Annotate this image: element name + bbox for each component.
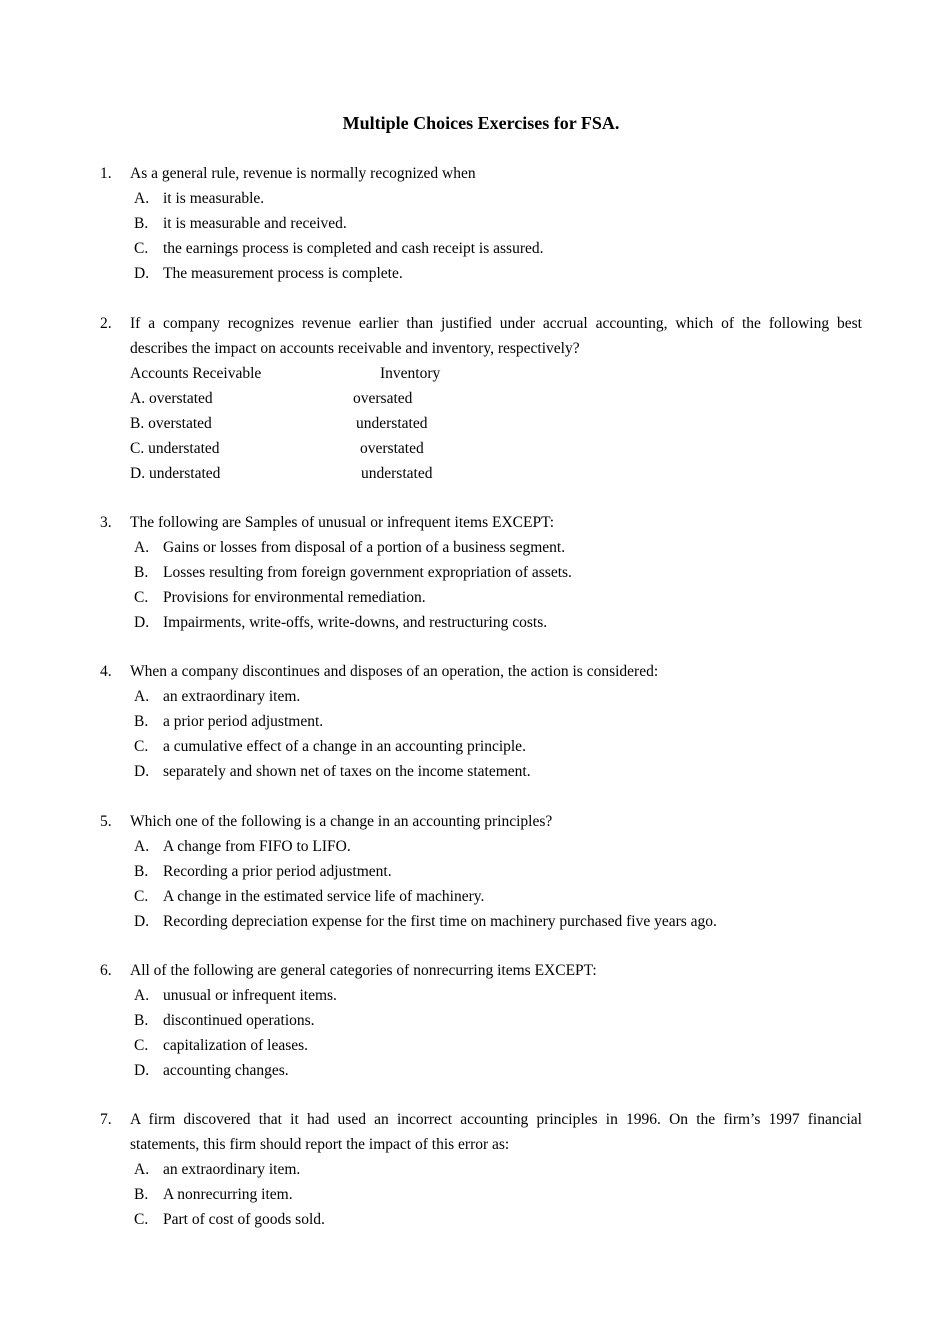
page-title: Multiple Choices Exercises for FSA. — [342, 113, 620, 133]
option-text: unusual or infrequent items. — [163, 987, 337, 1004]
option-text: Impairments, write-offs, write-downs, and restructuring costs. — [163, 614, 548, 631]
option-letter: D. — [134, 1062, 150, 1079]
question-number: 3. — [100, 514, 112, 531]
option-letter: A. — [134, 190, 150, 207]
option-letter: C. — [134, 240, 149, 257]
option-letter: C. — [134, 1037, 149, 1054]
option-text: A nonrecurring item. — [163, 1186, 293, 1203]
option-text: The measurement process is complete. — [163, 265, 403, 282]
question-text: A firm discovered that it had used an incorrect accounting principles in 1996. On the firm’s 1997 financial — [130, 1111, 862, 1128]
option-text: separately and shown net of taxes on the income statement. — [163, 763, 531, 780]
option-letter: A. — [134, 987, 150, 1004]
option-text: the earnings process is completed and cash receipt is assured. — [163, 240, 544, 257]
option-letter: C. — [134, 589, 149, 606]
table-cell: overstated — [360, 440, 424, 457]
option-letter: B. — [134, 1012, 149, 1029]
table-cell: B. overstated — [130, 415, 212, 432]
option-text: a cumulative effect of a change in an accounting principle. — [163, 738, 526, 755]
option-text: it is measurable and received. — [163, 215, 347, 232]
table-cell: oversated — [353, 390, 413, 407]
question-text: Which one of the following is a change in an accounting principles? — [130, 813, 553, 830]
option-text: Losses resulting from foreign government expropriation of assets. — [163, 564, 572, 581]
table-header-accounts-receivable: Accounts Receivable — [130, 365, 262, 382]
question-number: 5. — [100, 813, 112, 830]
option-letter: C. — [134, 738, 149, 755]
option-letter: B. — [134, 863, 149, 880]
option-text: an extraordinary item. — [163, 688, 301, 705]
option-text: an extraordinary item. — [163, 1161, 301, 1178]
option-letter: D. — [134, 265, 150, 282]
question-number: 2. — [100, 315, 112, 332]
table-cell: understated — [356, 415, 428, 432]
option-text: capitalization of leases. — [163, 1037, 309, 1054]
question-text: The following are Samples of unusual or infrequent items EXCEPT: — [130, 514, 555, 531]
question-number: 6. — [100, 962, 112, 979]
table-header-inventory: Inventory — [380, 365, 441, 382]
option-text: Provisions for environmental remediation. — [163, 589, 426, 606]
option-letter: D. — [134, 763, 150, 780]
option-letter: D. — [134, 913, 150, 930]
option-letter: B. — [134, 1186, 149, 1203]
option-text: A change in the estimated service life of machinery. — [163, 888, 485, 905]
option-letter: D. — [134, 614, 150, 631]
option-text: Gains or losses from disposal of a portion of a business segment. — [163, 539, 566, 556]
option-letter: B. — [134, 713, 149, 730]
table-cell: understated — [361, 465, 433, 482]
option-text: Part of cost of goods sold. — [163, 1211, 325, 1228]
option-letter: A. — [134, 688, 150, 705]
option-text: A change from FIFO to LIFO. — [163, 838, 351, 855]
option-text: Recording a prior period adjustment. — [163, 863, 392, 880]
question-text: describes the impact on accounts receivable and inventory, respectively? — [130, 340, 580, 357]
question-text: As a general rule, revenue is normally recognized when — [130, 165, 476, 182]
question-text: If a company recognizes revenue earlier than justified under accrual accounting, which of the following best — [130, 315, 862, 332]
table-cell: A. overstated — [130, 390, 213, 407]
question-text: When a company discontinues and disposes of an operation, the action is considered: — [130, 663, 659, 680]
question-text: statements, this firm should report the impact of this error as: — [130, 1136, 510, 1153]
option-text: a prior period adjustment. — [163, 713, 324, 730]
question-text: All of the following are general categories of nonrecurring items EXCEPT: — [130, 962, 597, 979]
question-number: 4. — [100, 663, 112, 680]
question-number: 7. — [100, 1111, 112, 1128]
option-letter: C. — [134, 1211, 149, 1228]
table-cell: C. understated — [130, 440, 220, 457]
option-letter: C. — [134, 888, 149, 905]
option-text: Recording depreciation expense for the first time on machinery purchased five years ago. — [163, 913, 717, 930]
option-letter: B. — [134, 564, 149, 581]
option-letter: B. — [134, 215, 149, 232]
option-text: it is measurable. — [163, 190, 265, 207]
question-number: 1. — [100, 165, 112, 182]
table-cell: D. understated — [130, 465, 221, 482]
option-letter: A. — [134, 1161, 150, 1178]
option-text: accounting changes. — [163, 1062, 289, 1079]
option-text: discontinued operations. — [163, 1012, 315, 1029]
option-letter: A. — [134, 838, 150, 855]
option-letter: A. — [134, 539, 150, 556]
